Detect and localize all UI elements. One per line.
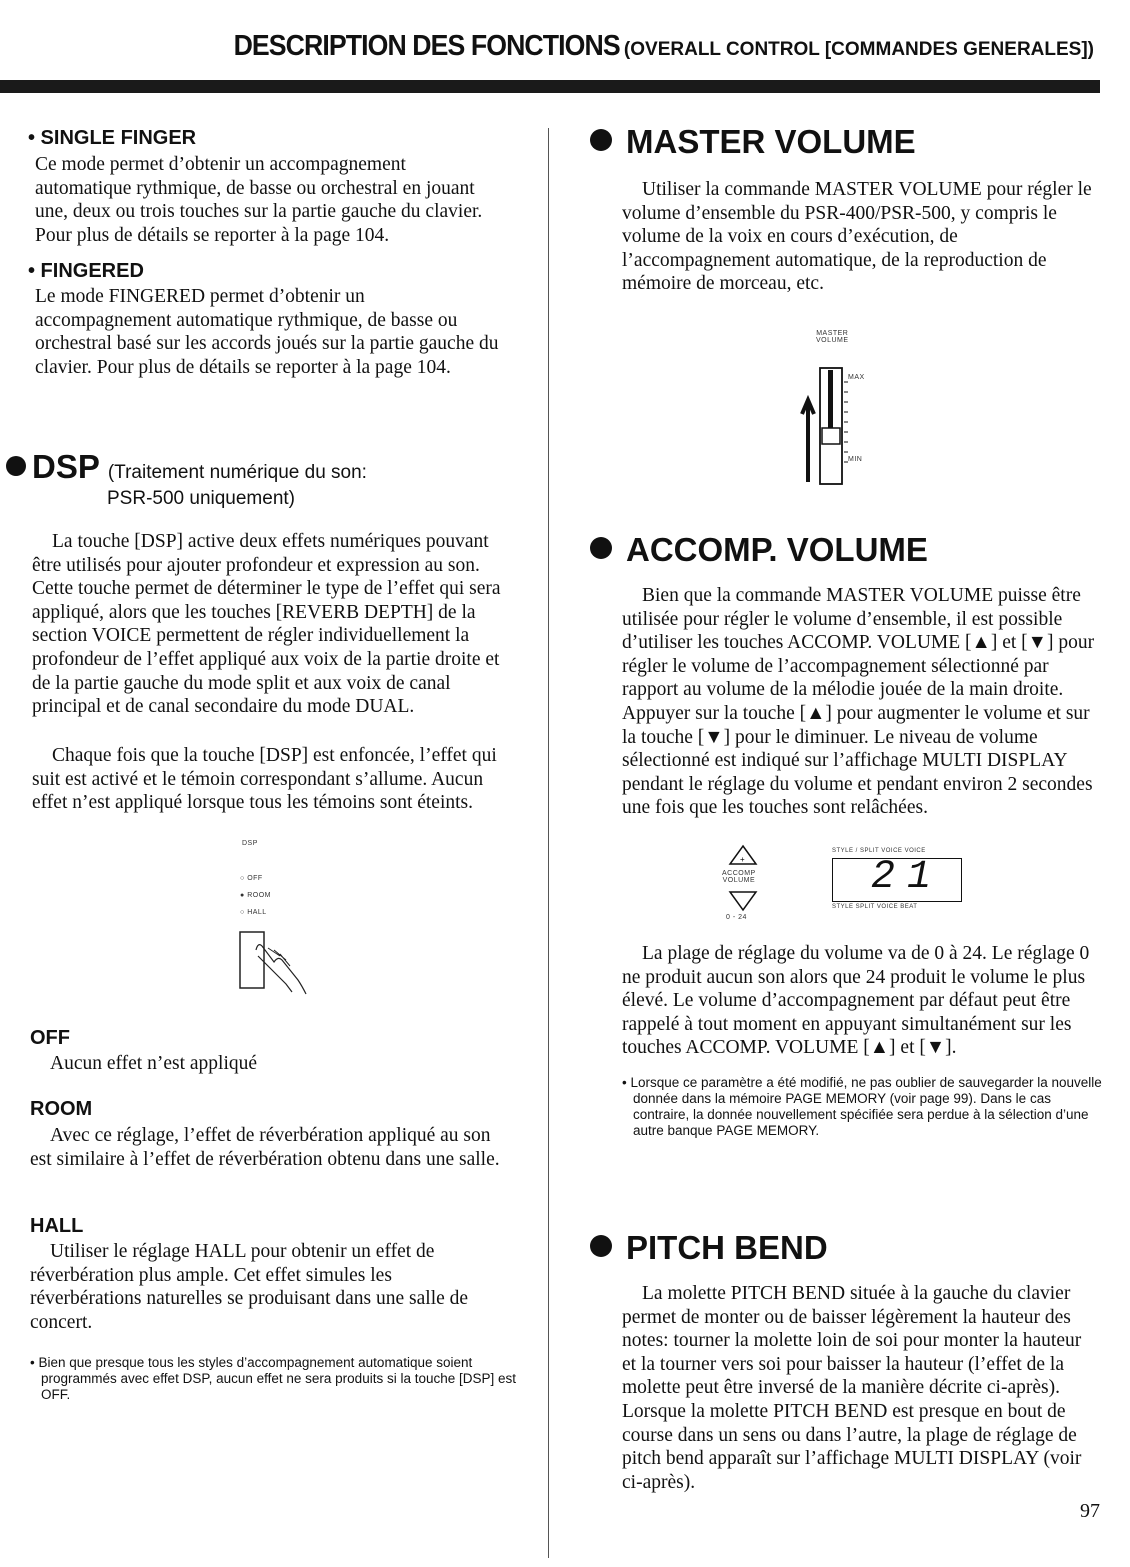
svg-text:+: +: [740, 855, 745, 864]
hall-heading: HALL: [30, 1215, 84, 1237]
page-header-title: [200, 30, 1094, 63]
master-volume-diagram-label: MASTER VOLUME: [816, 330, 849, 344]
header-rule: [0, 80, 1100, 93]
off-heading: OFF: [30, 1027, 70, 1049]
header-title-sub: (OVERALL CONTROL [COMMANDES GENERALES]): [623, 39, 1094, 60]
dsp-para-2: Chaque fois que la touche [DSP] est enfoncée, l’effet qui suit est activé et le témoin correspondant s’allume. Aucun effet n’est appliqué lorsque tous les témoins sont éteints.: [32, 745, 497, 814]
master-volume-slider-icon: [790, 362, 850, 487]
dsp-diagram-opt-off: ○ OFF: [240, 875, 263, 882]
accomp-volume-note: • Lorsque ce paramètre a été modifié, ne pas oublier de sauvegarder la nouvelle donnée dans la mémoire PAGE MEMORY (voir page 99). Dans le cas contraire, la donnée nouvellement spécifiée sera perdue à la sélection d’une autre banque PAGE MEMORY.: [622, 1075, 1102, 1138]
multi-display: [832, 855, 962, 902]
pitch-bend-heading-label: PITCH BEND: [626, 1229, 828, 1266]
master-volume-min-label: MIN: [848, 456, 863, 463]
dsp-diagram-label: DSP: [242, 840, 258, 847]
accomp-volume-button-label: ACCOMP VOLUME: [722, 870, 756, 884]
hall-text: Utiliser le réglage HALL pour obtenir un effet de réverbération plus ample. Cet effet simules les réverbérations naturelles se produisant dans une salle de concert.: [30, 1241, 469, 1333]
multi-display-value: 21: [871, 855, 944, 900]
single-finger-heading: • SINGLE FINGER: [28, 127, 197, 149]
accomp-volume-para-1: Bien que la commande MASTER VOLUME puisse être utilisée pour régler le volume d’ensemble, il est possible d’utiliser les touches ACCOMP. VOLUME [▲] et [▼] pour régler le volume de l’accompagnement sélectionné par rapport au volume de la mélodie jouée de la main droite. Appuyer sur la touche [▲] pour augmenter le volume et sur la touche [▼] pour le diminuer. Le niveau de volume sélectionné est indiqué sur l’affichage MULTI DISPLAY pendant le réglage du volume et pendant environ 2 secondes une fois que les touches sont relâchées.: [622, 585, 1095, 819]
fingered-text: Le mode FINGERED permet d’obtenir un accompagnement automatique rythmique, de basse ou orchestral basé sur les accords joués sur la partie gauche du clavier. Pour plus de détails se reporter à la page 104.: [35, 286, 499, 378]
dsp-diagram-opt-hall: ○ HALL: [240, 909, 267, 916]
display-top-labels: STYLE / SPLIT VOICE VOICE: [832, 848, 926, 854]
single-finger-text: Ce mode permet d’obtenir un accompagnement automatique rythmique, de basse ou orchestral en jouant une, deux ou trois touches sur la partie gauche du clavier. Pour plus de détails se reporter à la page 104.: [35, 154, 483, 246]
master-volume-heading-label: MASTER VOLUME: [626, 123, 916, 160]
accomp-volume-heading: [590, 531, 928, 569]
bullet-icon: [6, 456, 26, 476]
dsp-diagram-opt-room: ● ROOM: [240, 892, 271, 899]
master-volume-max-label: MAX: [848, 374, 865, 381]
accomp-volume-range: 0 - 24: [726, 914, 747, 921]
accomp-volume-diagram: [722, 840, 972, 930]
accomp-volume-heading-label: ACCOMP. VOLUME: [626, 531, 928, 568]
dsp-para-1: La touche [DSP] active deux effets numériques pouvant être utilisés pour ajouter profondeur et expression au son. Cette touche permet de déterminer le type de l’effet qui sera appliqué, alors que les touches [REVERB DEPTH] de la section VOICE permettent de régler individuellement la profondeur de l’effet appliqué aux voix de la partie droite et de la partie gauche du mode split et aux voix de canal principal et de canal secondaire du mode DUAL.: [32, 531, 501, 718]
dsp-heading-label: DSP: [32, 448, 100, 485]
column-divider: [548, 128, 549, 1558]
master-volume-heading: [590, 123, 916, 161]
accomp-volume-para-2: La plage de réglage du volume va de 0 à 24. Le réglage 0 ne produit aucun son alors que 24 produit le volume le plus élevé. Le volume d’accompagnement par défaut peut être rappelé à tout moment en appuyant simultanément sur les touches ACCOMP. VOLUME [▲] et [▼].: [622, 943, 1090, 1059]
bullet-icon: [590, 129, 612, 151]
master-volume-text: Utiliser la commande MASTER VOLUME pour régler le volume d’ensemble du PSR-400/PSR-500, y compris le volume de la voix en cours d’exécution, de l’accompagnement automatique, de la reproduction de mémoire de morceau, etc.: [622, 179, 1092, 295]
display-bottom-labels: STYLE SPLIT VOICE BEAT: [832, 904, 918, 910]
room-heading: ROOM: [30, 1098, 93, 1120]
pitch-bend-text: La molette PITCH BEND située à la gauche du clavier permet de monter ou de baisser légèrement la hauteur des notes: tourner la molette loin de soi pour monter la hauteur et la tourner vers soi pour baisser la hauteur (l’effet de la molette peut être inversé de la manière décrite ci-après). Lorsque la molette PITCH BEND est presque en bout de course dans un sens ou dans l’autre, la plage de réglage de pitch bend apparaît sur l’affichage MULTI DISPLAY (voir ci-après).: [622, 1283, 1082, 1493]
page-number: 97: [1080, 1500, 1100, 1522]
dsp-note: • Bien que presque tous les styles d’accompagnement automatique soient programmés avec effet DSP, aucun effet ne sera produits si la touche [DSP] est OFF.: [30, 1355, 517, 1402]
dsp-button-press-icon: [228, 928, 338, 1000]
dsp-heading-sub-1: (Traitement numérique du son:: [107, 462, 367, 483]
dsp-button-diagram: [228, 840, 338, 1000]
master-volume-slider-diagram: [790, 330, 880, 490]
room-text: Avec ce réglage, l’effet de réverbération appliqué au son est similaire à l’effet de réverbération obtenu dans une salle.: [30, 1125, 500, 1170]
dsp-heading: [6, 448, 367, 486]
bullet-icon: [590, 1235, 612, 1257]
header-title-main: DESCRIPTION DES FONCTIONS: [233, 30, 620, 62]
off-text: Aucun effet n’est appliqué: [50, 1053, 258, 1074]
pitch-bend-heading: [590, 1229, 828, 1267]
dsp-heading-sub-2: PSR-500 uniquement): [107, 488, 295, 509]
bullet-icon: [590, 537, 612, 559]
fingered-heading: • FINGERED: [28, 260, 144, 282]
